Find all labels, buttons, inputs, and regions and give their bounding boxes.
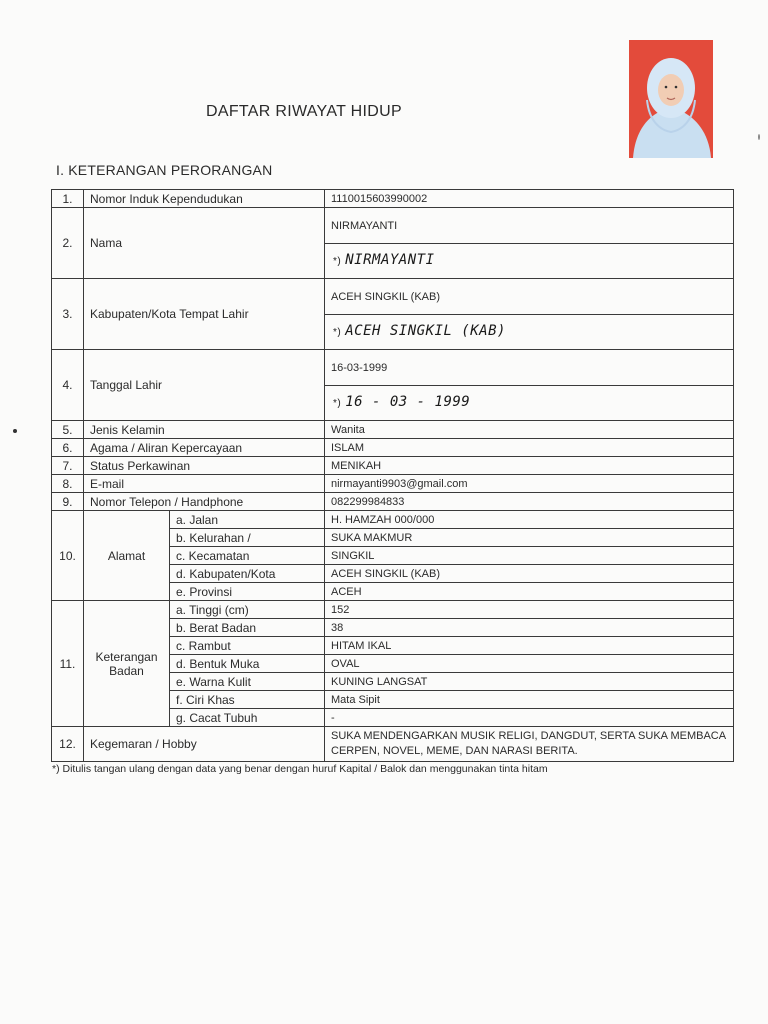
sub-field-label: f. Ciri Khas	[170, 691, 325, 709]
field-value: MENIKAH	[325, 457, 734, 475]
handwritten-value	[325, 315, 734, 350]
field-label: Alamat	[84, 511, 170, 601]
field-label-line: Keterangan	[95, 649, 158, 664]
field-value: Wanita	[325, 421, 734, 439]
table-row	[52, 457, 734, 475]
sub-field-label: c. Kecamatan	[170, 547, 325, 565]
field-value: SINGKIL	[325, 547, 734, 565]
sub-field-label: d. Kabupaten/Kota	[170, 565, 325, 583]
table-row	[52, 511, 734, 529]
handwritten-text: ACEH SINGKIL (KAB)	[345, 323, 506, 339]
sub-field-label: e. Warna Kulit	[170, 673, 325, 691]
field-label: E-mail	[84, 475, 325, 493]
handwritten-text: 16 - 03 - 1999	[345, 394, 471, 410]
field-label: Status Perkawinan	[84, 457, 325, 475]
row-number: 4.	[52, 350, 84, 421]
sub-field-label: b. Berat Badan	[170, 619, 325, 637]
sub-field-label: g. Cacat Tubuh	[170, 709, 325, 727]
field-value: ISLAM	[325, 439, 734, 457]
scan-speck	[758, 134, 760, 140]
personal-info-table	[51, 189, 734, 762]
profile-photo	[629, 40, 713, 158]
sub-field-label: e. Provinsi	[170, 583, 325, 601]
field-value: OVAL	[325, 655, 734, 673]
sub-field-label: d. Bentuk Muka	[170, 655, 325, 673]
person-photo-icon	[629, 40, 713, 158]
handwritten-marker: *)	[333, 256, 342, 267]
field-label: Nama	[84, 208, 325, 279]
row-number: 5.	[52, 421, 84, 439]
table-row	[52, 475, 734, 493]
field-value: SUKA MAKMUR	[325, 529, 734, 547]
row-number: 12.	[52, 727, 84, 762]
field-value: HITAM IKAL	[325, 637, 734, 655]
table-row	[52, 190, 734, 208]
scan-speck	[13, 429, 17, 433]
row-number: 6.	[52, 439, 84, 457]
field-value: 152	[325, 601, 734, 619]
field-label: Jenis Kelamin	[84, 421, 325, 439]
field-value: ACEH SINGKIL (KAB)	[325, 565, 734, 583]
row-number: 3.	[52, 279, 84, 350]
table-row	[52, 279, 734, 315]
document-title: DAFTAR RIWAYAT HIDUP	[206, 103, 402, 120]
table-row	[52, 493, 734, 511]
field-label-line: Badan	[109, 663, 144, 678]
row-number: 9.	[52, 493, 84, 511]
handwritten-value	[325, 244, 734, 279]
handwritten-marker: *)	[333, 398, 342, 409]
row-number: 1.	[52, 190, 84, 208]
field-label: Kabupaten/Kota Tempat Lahir	[84, 279, 325, 350]
row-number: 2.	[52, 208, 84, 279]
field-value: -	[325, 709, 734, 727]
field-value: KUNING LANGSAT	[325, 673, 734, 691]
field-label: Agama / Aliran Kepercayaan	[84, 439, 325, 457]
section-title: I. KETERANGAN PERORANGAN	[56, 162, 273, 178]
footnote: *) Ditulis tangan ulang dengan data yang benar dengan huruf Kapital / Balok dan menggunakan tinta hitam	[52, 763, 548, 775]
sub-field-label: c. Rambut	[170, 637, 325, 655]
row-number: 11.	[52, 601, 84, 727]
table-row	[52, 727, 734, 762]
table-row	[52, 208, 734, 244]
row-number: 8.	[52, 475, 84, 493]
field-value: SUKA MENDENGARKAN MUSIK RELIGI, DANGDUT, SERTA SUKA MEMBACA CERPEN, NOVEL, MEME, DAN NARASI BERITA.	[325, 727, 734, 762]
sub-field-label: a. Jalan	[170, 511, 325, 529]
field-label: Nomor Telepon / Handphone	[84, 493, 325, 511]
sub-field-label: a. Tinggi (cm)	[170, 601, 325, 619]
table-row	[52, 439, 734, 457]
field-value: 38	[325, 619, 734, 637]
field-value: 082299984833	[325, 493, 734, 511]
row-number: 7.	[52, 457, 84, 475]
field-value: ACEH	[325, 583, 734, 601]
sub-field-label: b. Kelurahan /	[170, 529, 325, 547]
field-value: Mata Sipit	[325, 691, 734, 709]
row-number: 10.	[52, 511, 84, 601]
field-value: H. HAMZAH 000/000	[325, 511, 734, 529]
handwritten-marker: *)	[333, 327, 342, 338]
field-value: NIRMAYANTI	[325, 208, 734, 244]
field-label	[84, 601, 170, 727]
field-label: Kegemaran / Hobby	[84, 727, 325, 762]
field-value: 16-03-1999	[325, 350, 734, 386]
handwritten-text: NIRMAYANTI	[345, 252, 435, 268]
table-row	[52, 601, 734, 619]
field-label: Tanggal Lahir	[84, 350, 325, 421]
table-row	[52, 350, 734, 386]
field-value: 1110015603990002	[325, 190, 734, 208]
field-label: Nomor Induk Kependudukan	[84, 190, 325, 208]
field-value: ACEH SINGKIL (KAB)	[325, 279, 734, 315]
handwritten-value	[325, 386, 734, 421]
field-value: nirmayanti9903@gmail.com	[325, 475, 734, 493]
table-row	[52, 421, 734, 439]
